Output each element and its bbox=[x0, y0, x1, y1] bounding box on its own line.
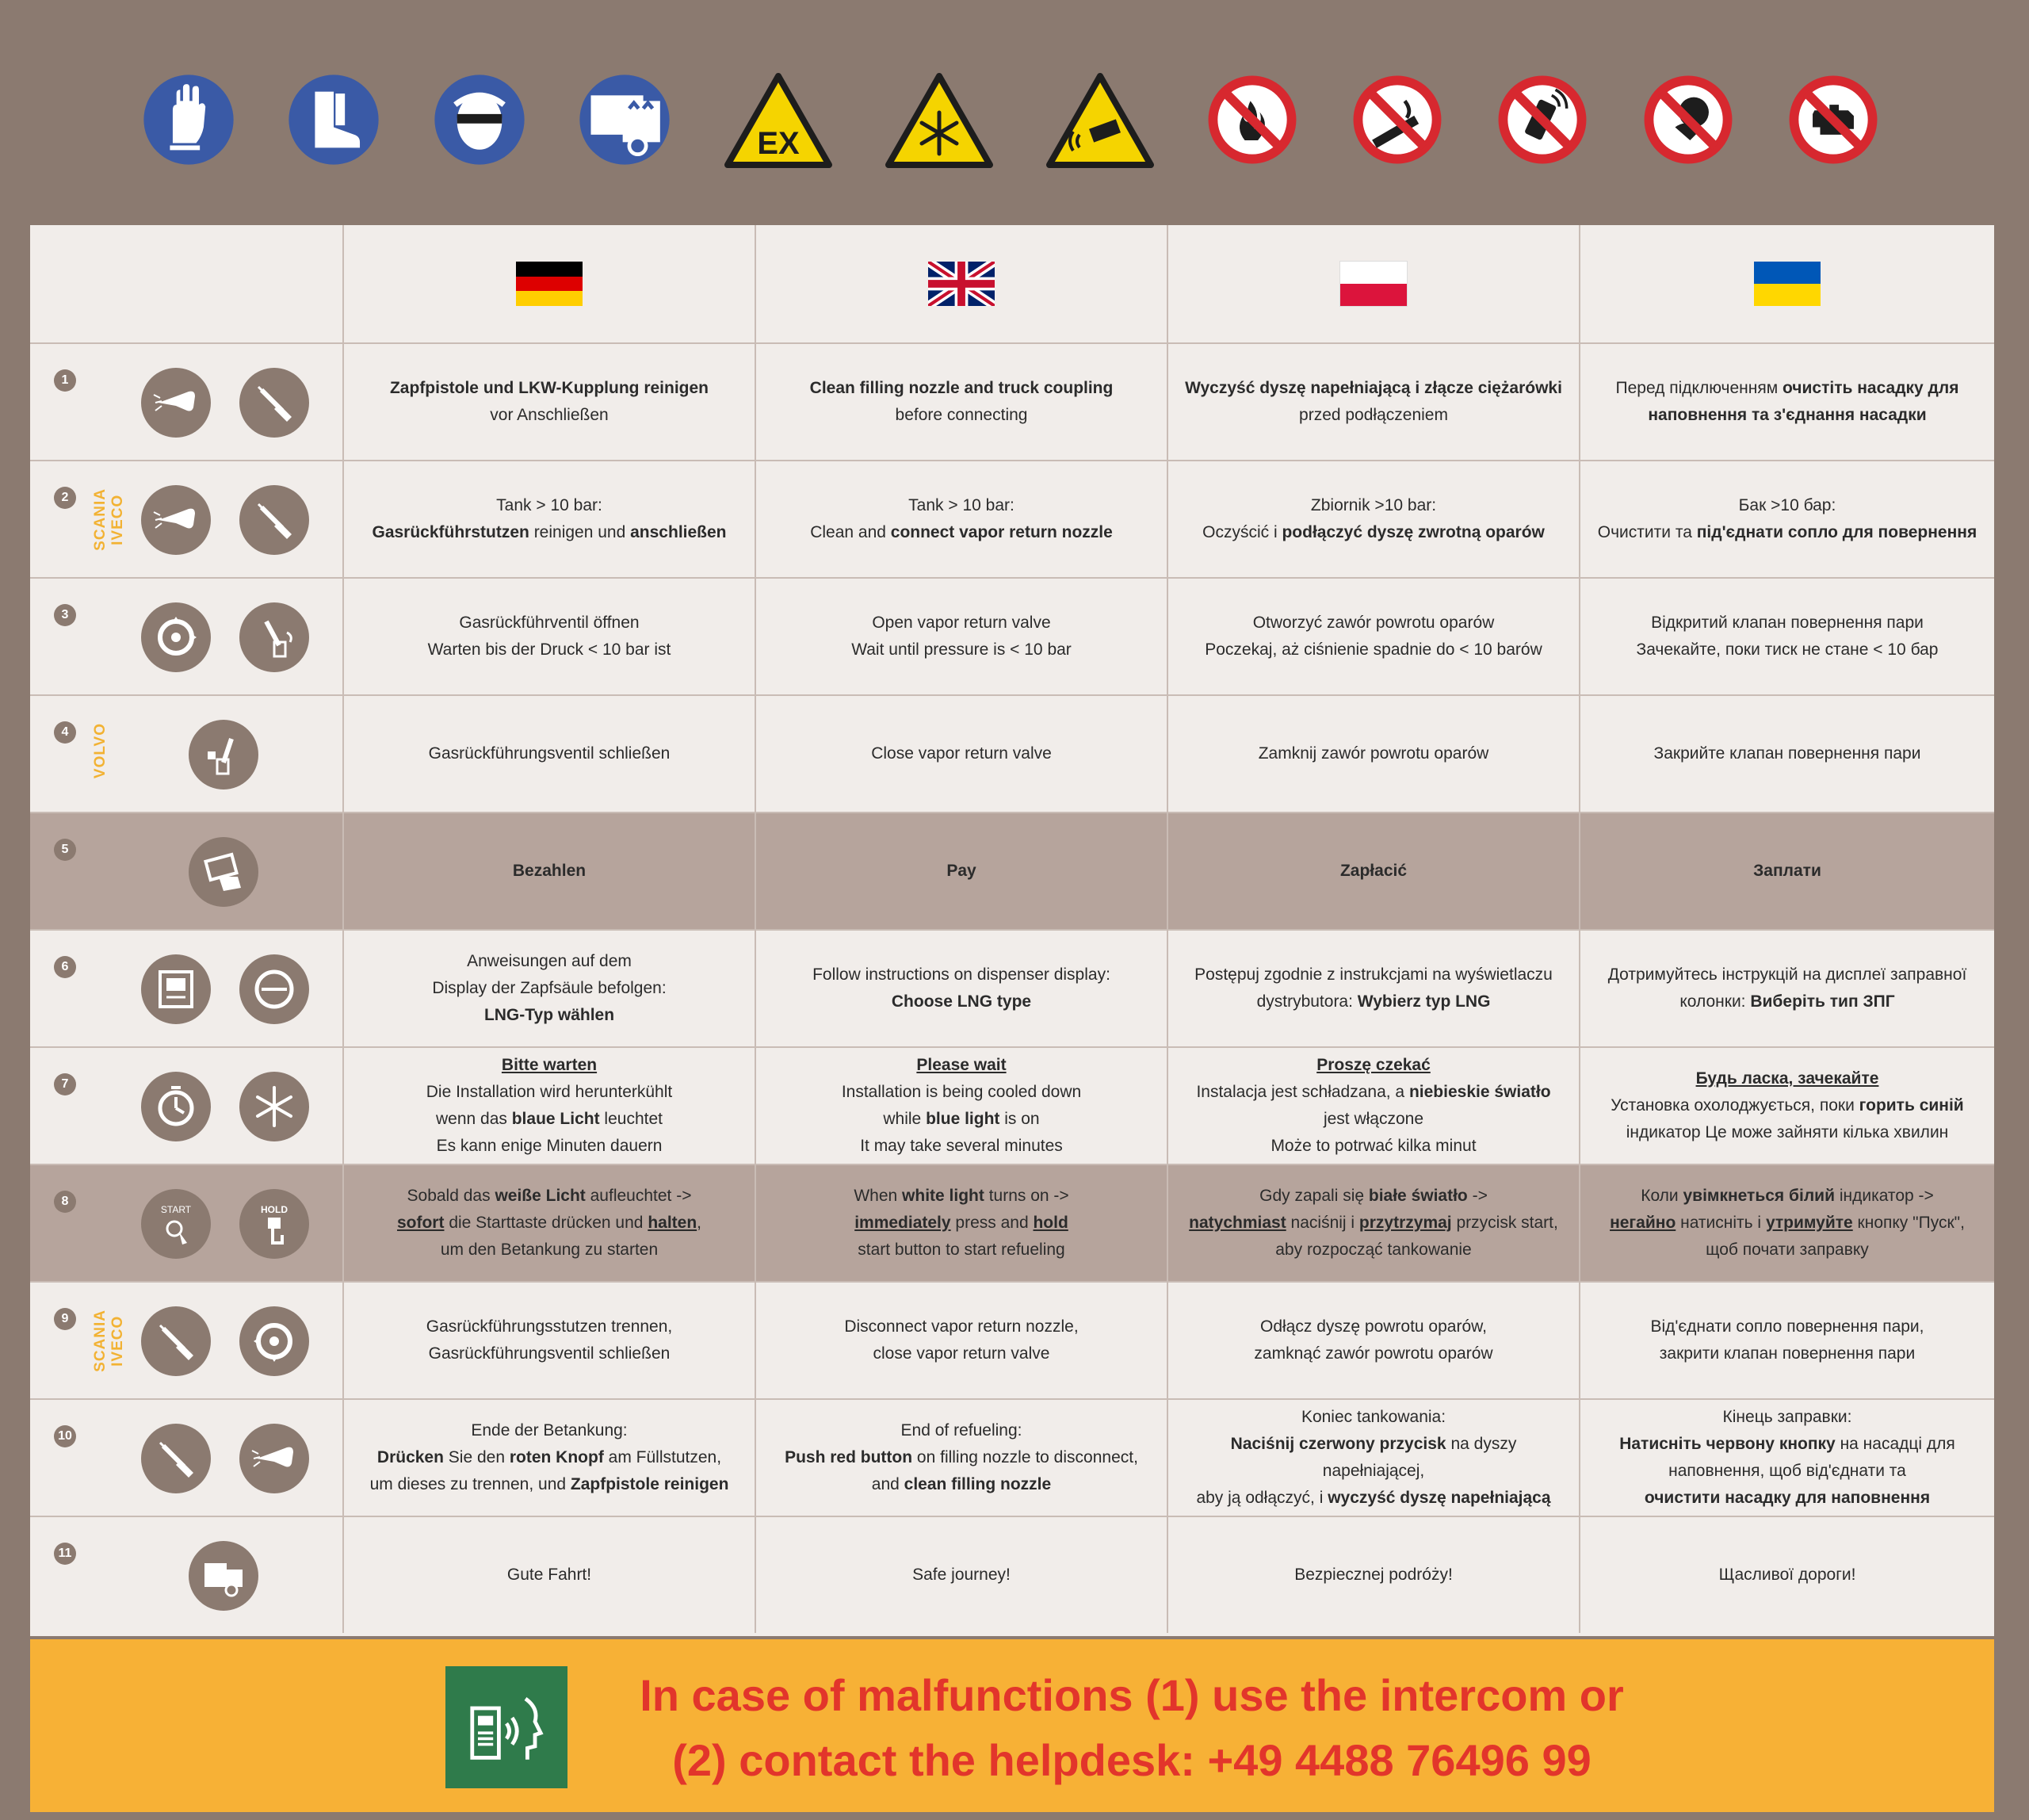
instruction-pl bbox=[1168, 579, 1580, 694]
instruction-en bbox=[756, 813, 1168, 929]
step-number: 5 bbox=[54, 839, 76, 861]
step-row-1 bbox=[30, 342, 1994, 460]
instruction-text: Дотримуйтесь інструкцій на дисплеї заправної колонки: Виберіть тип ЗПГ bbox=[1607, 965, 1967, 1011]
instruction-uk bbox=[1580, 1283, 1994, 1398]
refueling-instructions-table bbox=[30, 225, 1994, 1636]
step-icon-cell bbox=[30, 344, 344, 460]
lng-type-icon bbox=[239, 954, 309, 1024]
step-icon-cell bbox=[30, 696, 344, 812]
truck-icon bbox=[189, 1541, 258, 1611]
hold-button-icon bbox=[239, 1189, 309, 1259]
instruction-uk bbox=[1580, 696, 1994, 812]
instruction-text: Proszę czekać Instalacja jest schładzana, a niebieskie światło jest włączone Może to potrwać kilka minut bbox=[1196, 1056, 1551, 1155]
instruction-uk bbox=[1580, 461, 1994, 577]
coupling-icon bbox=[141, 1306, 211, 1376]
instruction-en bbox=[756, 696, 1168, 812]
instruction-text: When white light turns on -> immediately press and hold start button to start refueling bbox=[854, 1187, 1069, 1259]
step-row-7 bbox=[30, 1046, 1994, 1164]
face-shield-icon bbox=[433, 73, 526, 166]
svg-text:HOLD: HOLD bbox=[261, 1204, 288, 1215]
instruction-en bbox=[756, 931, 1168, 1046]
step-row-6 bbox=[30, 929, 1994, 1046]
dispenser-display-icon bbox=[141, 954, 211, 1024]
instruction-pl bbox=[1168, 1400, 1580, 1516]
instruction-text: Close vapor return valve bbox=[871, 744, 1052, 763]
instruction-en bbox=[756, 1283, 1168, 1398]
instruction-text: Кінець заправки: Натисніть червону кнопку на насадці для наповнення, щоб від'єднати та очистити насадку для наповнення bbox=[1619, 1408, 1955, 1507]
instruction-text: Odłącz dyszę powrotu oparów, zamknąć zawór powrotu oparów bbox=[1254, 1317, 1493, 1363]
instruction-text: Postępuj zgodnie z instrukcjami na wyświetlaczu dystrybutora: Wybierz typ LNG bbox=[1194, 965, 1553, 1011]
instruction-text: Otworzyć zawór powrotu oparów Poczekaj, aż ciśnienie spadnie do < 10 barów bbox=[1205, 614, 1542, 659]
instruction-en bbox=[756, 1517, 1168, 1633]
instruction-de bbox=[344, 461, 756, 577]
instruction-uk bbox=[1580, 344, 1994, 460]
step-icon-cell bbox=[30, 1048, 344, 1164]
header-blank-cell bbox=[30, 225, 344, 342]
instruction-text: Gasrückführventil öffnen Warten bis der Druck < 10 bar ist bbox=[427, 614, 671, 659]
nozzle-icon bbox=[141, 368, 211, 438]
flag-uk-icon bbox=[928, 262, 995, 306]
instruction-text: Ende der Betankung: Drücken Sie den roten Knopf am Füllstutzen, um dieses zu trennen, und Zapfpistole reinigen bbox=[369, 1421, 729, 1493]
truck-brand-label: SCANIA IVECO bbox=[92, 1310, 126, 1372]
coupling-icon bbox=[239, 368, 309, 438]
instruction-text: Заплати bbox=[1753, 862, 1821, 880]
instruction-text: Zapfpistole und LKW-Kupplung reinigen vor Anschließen bbox=[389, 379, 709, 424]
step-row-3 bbox=[30, 577, 1994, 694]
timer-icon bbox=[141, 1072, 211, 1141]
step-icon-cell bbox=[30, 813, 344, 929]
no-passengers-icon bbox=[1641, 73, 1735, 166]
step-row-2 bbox=[30, 460, 1994, 577]
intercom-icon bbox=[445, 1666, 567, 1788]
instruction-text: Open vapor return valve Wait until pressure is < 10 bar bbox=[851, 614, 1072, 659]
instruction-text: Tank > 10 bar: Gasrückführstutzen reinigen und anschließen bbox=[372, 496, 727, 541]
valve-close-icon bbox=[239, 1306, 309, 1376]
instruction-text: Gasrückführungsventil schließen bbox=[428, 744, 671, 763]
malfunction-banner bbox=[30, 1639, 1994, 1812]
step-number: 4 bbox=[54, 721, 76, 744]
instruction-pl bbox=[1168, 931, 1580, 1046]
table-header-row bbox=[30, 225, 1994, 342]
step-icon-cell bbox=[30, 1165, 344, 1281]
instruction-pl bbox=[1168, 1048, 1580, 1164]
no-running-engine-icon bbox=[1786, 73, 1880, 166]
flag-ukraine-icon bbox=[1754, 262, 1821, 306]
svg-text:START: START bbox=[160, 1204, 192, 1215]
snowflake-icon bbox=[239, 1072, 309, 1141]
instruction-uk bbox=[1580, 1400, 1994, 1516]
step-icon-cell bbox=[30, 579, 344, 694]
instruction-text: Відкритий клапан повернення пари Зачекайте, поки тиск не стане < 10 бар bbox=[1636, 614, 1939, 659]
step-icon-cell bbox=[30, 1400, 344, 1516]
step-number: 3 bbox=[54, 604, 76, 626]
flag-germany-icon bbox=[516, 262, 583, 306]
instruction-de bbox=[344, 931, 756, 1046]
instruction-de bbox=[344, 813, 756, 929]
instruction-de bbox=[344, 1517, 756, 1633]
instruction-text: Zapłacić bbox=[1339, 862, 1408, 880]
instruction-de bbox=[344, 1048, 756, 1164]
instruction-text: Pay bbox=[946, 862, 976, 880]
instruction-uk bbox=[1580, 1165, 1994, 1281]
lever-lock-icon bbox=[189, 720, 258, 790]
header-polish bbox=[1168, 225, 1580, 342]
instruction-text: Tank > 10 bar: Clean and connect vapor return nozzle bbox=[810, 496, 1113, 541]
malfunction-message bbox=[585, 1663, 1679, 1793]
header-english bbox=[756, 225, 1168, 342]
instruction-text: Gdy zapali się białe światło -> natychmiast naciśnij i przytrzymaj przycisk start, aby rozpocząć tankowanie bbox=[1189, 1187, 1558, 1259]
instruction-text: Koniec tankowania: Naciśnij czerwony przycisk na dyszy napełniającej, aby ją odłączyć, i wyczyść dyszę napełniającą bbox=[1196, 1408, 1551, 1507]
nozzle-icon bbox=[141, 485, 211, 555]
instruction-text: Sobald das weiße Licht aufleuchtet -> sofort die Starttaste drücken und halten, um den Betankung zu starten bbox=[396, 1187, 701, 1259]
instruction-pl bbox=[1168, 344, 1580, 460]
gloves-icon bbox=[142, 73, 235, 166]
step-icon-cell bbox=[30, 931, 344, 1046]
step-icon-cell bbox=[30, 1517, 344, 1633]
coupling-icon bbox=[141, 1424, 211, 1493]
valve-open-icon bbox=[141, 602, 211, 672]
instruction-en bbox=[756, 344, 1168, 460]
instruction-pl bbox=[1168, 696, 1580, 812]
truck-brand-label: VOLVO bbox=[92, 723, 109, 779]
instruction-en bbox=[756, 579, 1168, 694]
instruction-text: Bitte warten Die Installation wird herunterkühlt wenn das blaue Licht leuchtet Es kann enige Minuten dauern bbox=[426, 1056, 673, 1155]
instruction-en bbox=[756, 1400, 1168, 1516]
instruction-text: Zamknij zawór powrotu oparów bbox=[1258, 744, 1489, 763]
step-row-8 bbox=[30, 1164, 1994, 1281]
instruction-en bbox=[756, 1165, 1168, 1281]
malfunction-line-2: (2) contact the helpdesk: +49 4488 76496 99 bbox=[672, 1735, 1591, 1785]
instruction-text: Follow instructions on dispenser display: Choose LNG type bbox=[812, 965, 1110, 1011]
instruction-de bbox=[344, 696, 756, 812]
instruction-pl bbox=[1168, 1517, 1580, 1633]
instruction-text: Коли увімкнеться білий індикатор -> негайно натисніть і утримуйте кнопку "Пуск", щоб почати заправку bbox=[1610, 1187, 1965, 1259]
safety-boots-icon bbox=[287, 73, 380, 166]
instruction-pl bbox=[1168, 813, 1580, 929]
instruction-en bbox=[756, 1048, 1168, 1164]
step-number: 11 bbox=[54, 1543, 76, 1565]
instruction-text: Будь ласка, зачекайте Установка охолоджується, поки горить синій індикатор Це може зайняти кілька хвилин bbox=[1611, 1069, 1964, 1141]
instruction-text: Anweisungen auf dem Display der Zapfsäule befolgen: LNG-Typ wählen bbox=[432, 952, 667, 1024]
instruction-de bbox=[344, 1165, 756, 1281]
start-button-icon bbox=[141, 1189, 211, 1259]
instruction-de bbox=[344, 1400, 756, 1516]
instruction-pl bbox=[1168, 1165, 1580, 1281]
instruction-text: Wyczyść dyszę napełniającą i złącze ciężarówki przed podłączeniem bbox=[1185, 379, 1562, 424]
step-number: 7 bbox=[54, 1073, 76, 1095]
step-row-11 bbox=[30, 1516, 1994, 1633]
instruction-text: Перед підключенням очистіть насадку для наповнення та з'єднання насадки bbox=[1615, 379, 1959, 424]
flag-poland-icon bbox=[1340, 262, 1407, 306]
instruction-text: Disconnect vapor return nozzle, close vapor return valve bbox=[844, 1317, 1079, 1363]
step-number: 6 bbox=[54, 956, 76, 978]
truck-engine-off-icon bbox=[578, 73, 671, 166]
instruction-text: Gasrückführungsstutzen trennen, Gasrückführungsventil schließen bbox=[426, 1317, 673, 1363]
instruction-text: Clean filling nozzle and truck coupling before connecting bbox=[809, 379, 1114, 424]
instruction-de bbox=[344, 344, 756, 460]
no-open-flame-icon bbox=[1206, 73, 1299, 166]
instruction-text: Please wait Installation is being cooled down while blue light is on It may take several minutes bbox=[841, 1056, 1082, 1155]
step-icon-cell bbox=[30, 461, 344, 577]
instruction-text: Safe journey! bbox=[912, 1566, 1011, 1584]
lever-icon bbox=[239, 602, 309, 672]
step-row-4 bbox=[30, 694, 1994, 812]
instruction-uk bbox=[1580, 931, 1994, 1046]
instruction-uk bbox=[1580, 579, 1994, 694]
header-ukrainian bbox=[1580, 225, 1994, 342]
safety-symbol-bar bbox=[0, 0, 2029, 227]
instruction-text: Щасливої дороги! bbox=[1718, 1566, 1856, 1584]
step-number: 9 bbox=[54, 1308, 76, 1330]
explosive-atmosphere-icon bbox=[723, 71, 834, 170]
truck-brand-label: SCANIA IVECO bbox=[92, 488, 126, 551]
svg-text:EX: EX bbox=[757, 126, 800, 161]
step-number: 1 bbox=[54, 369, 76, 392]
coupling-icon bbox=[239, 485, 309, 555]
instruction-pl bbox=[1168, 1283, 1580, 1398]
step-row-5 bbox=[30, 812, 1994, 929]
instruction-text: Gute Fahrt! bbox=[506, 1566, 592, 1584]
step-number: 2 bbox=[54, 487, 76, 509]
nozzle-icon bbox=[239, 1424, 309, 1493]
instruction-de bbox=[344, 579, 756, 694]
malfunction-line-1: In case of malfunctions (1) use the intercom or bbox=[640, 1670, 1624, 1720]
step-row-9 bbox=[30, 1281, 1994, 1398]
instruction-text: End of refueling: Push red button on filling nozzle to disconnect, and clean filling nozzle bbox=[785, 1421, 1138, 1493]
no-mobile-phone-icon bbox=[1496, 73, 1589, 166]
step-icon-cell bbox=[30, 1283, 344, 1398]
instruction-text: Bezpiecznej podróży! bbox=[1294, 1566, 1453, 1584]
low-temperature-icon bbox=[884, 71, 995, 170]
card-payment-icon bbox=[189, 837, 258, 907]
instruction-text: Бак >10 бар: Очистити та під'єднати сопло для повернення bbox=[1597, 496, 1977, 541]
instruction-en bbox=[756, 461, 1168, 577]
instruction-uk bbox=[1580, 1048, 1994, 1164]
instruction-text: Bezahlen bbox=[512, 862, 587, 880]
instruction-de bbox=[344, 1283, 756, 1398]
step-number: 10 bbox=[54, 1425, 76, 1447]
instruction-pl bbox=[1168, 461, 1580, 577]
no-smoking-icon bbox=[1351, 73, 1444, 166]
step-row-10 bbox=[30, 1398, 1994, 1516]
surveillance-camera-icon bbox=[1045, 71, 1156, 170]
instruction-text: Zbiornik >10 bar: Oczyścić i podłączyć dyszę zwrotną oparów bbox=[1202, 496, 1545, 541]
header-german bbox=[344, 225, 756, 342]
instruction-uk bbox=[1580, 1517, 1994, 1633]
instruction-uk bbox=[1580, 813, 1994, 929]
instruction-text: Закрийте клапан повернення пари bbox=[1653, 744, 1921, 763]
instruction-text: Від'єднати сопло повернення пари, закрити клапан повернення пари bbox=[1650, 1317, 1924, 1363]
step-number: 8 bbox=[54, 1191, 76, 1213]
